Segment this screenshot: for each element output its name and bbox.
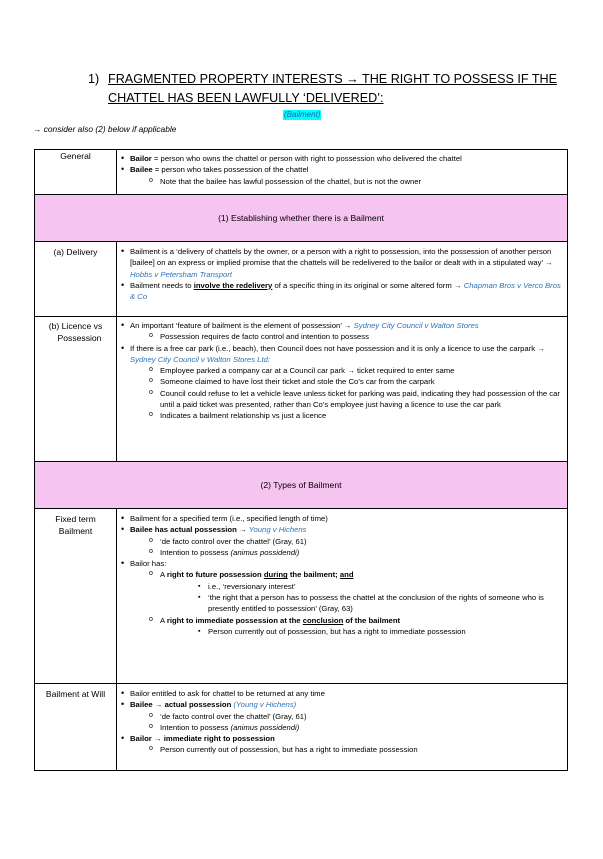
content-fixed-term — [117, 509, 568, 684]
list-item: o Employee parked a company car at a Council car park → ticket required to enter same — [130, 365, 565, 376]
label-licence: (b) Licence vs Possession — [35, 317, 117, 462]
list-item: • Bailee → actual possession (Young v Hichens) o ‘de facto control over the chattel’ (Gray, 61) o Intention to possess (animus possidendi) — [117, 699, 565, 733]
list-item: • Bailment is a ‘delivery of chattels by the owner, or a person with a right to possession, into the possession of another person [bailee] on an express or implied promise that the chattels will be redelivered to the bailor or dealt with in a stipulated way’ → Hobbs v Petersham Transport — [117, 246, 565, 280]
row-section-1 — [35, 195, 568, 242]
list-item: • Bailee has actual possession → Young v Hichens o ‘de facto control over the chattel’ (Gray, 61) o Intention to possess (animus possidendi) — [117, 524, 565, 558]
list-item: o A right to immediate possession at the conclusion of the bailment ▪ Person currently out of possession, but has a right to immediate possession — [130, 615, 565, 638]
list-item: o Person currently out of possession, but has a right to immediate possession — [130, 744, 565, 755]
list-item: o Intention to possess (animus possidendi) — [130, 547, 565, 558]
list-item: o Note that the bailee has lawful possession of the chattel, but is not the owner — [130, 176, 565, 187]
list-item: • An important ‘feature of bailment is the element of possession’ → Sydney City Council v Walton Stores o Possession requires de facto control and intention to possess — [117, 320, 565, 343]
consider-note: → consider also (2) below if applicable — [33, 124, 177, 134]
content-delivery — [117, 242, 568, 317]
list-item: • Bailor has: o A right to future possession during the bailment; and ▪ i.e., ‘reversionary interest’ ▪ ‘the right that a person has to possess the chattel at the conclusion of the rights of someone who is presently entitled to possession’ (Gray, 63) o A right to immediate possession at the conclusion of the bailment ▪ Person currently out of possession, but has a right to immediate possession — [117, 558, 565, 637]
content-general — [117, 150, 568, 195]
heading-line-1: FRAGMENTED PROPERTY INTERESTS → THE RIGHT TO POSSESS IF THE — [108, 72, 558, 86]
list-item: ▪ i.e., ‘reversionary interest’ — [160, 581, 565, 592]
list-item: o Possession requires de facto control and intention to possess — [130, 331, 565, 342]
list-item: o Council could refuse to let a vehicle leave unless ticket for parking was paid, indicating they had possession of the car until a paid ticket was presented, rather than Co’s employee just having a licence to use the car park — [130, 388, 565, 411]
list-item: • Bailor → immediate right to possession o Person currently out of possession, but has a right to immediate possession — [117, 733, 565, 756]
row-section-2 — [35, 462, 568, 509]
row-delivery — [35, 242, 568, 317]
list-item: • Bailee = person who takes possession of the chattel o Note that the bailee has lawful possession of the chattel, but is not the owner — [117, 164, 565, 187]
section-2-header: (2) Types of Bailment — [35, 462, 568, 509]
list-item: ▪ ‘the right that a person has to possess the chattel at the conclusion of the rights of someone who is presently entitled to possession’ (Gray, 63) — [160, 592, 565, 615]
list-item: ▪ Person currently out of possession, but has a right to immediate possession — [160, 626, 565, 637]
list-item: • If there is a free car park (i.e., beach), then Council does not have possession and it is only a licence to use the carpark → Sydney City Council v Walton Stores Ltd: o Employee parked a company car at a Council car park → ticket required to enter same o Someone claimed to have lost their ticket and stole the Co’s car from the carpark o Council could refuse to let a vehicle leave unless ticket for parking was paid, indicating they had possession of the car until a paid ticket was presented, rather than Co’s employee just having a licence to use the car park o Indicates a bailment relationship vs just a licence — [117, 343, 565, 422]
list-item: o ‘de facto control over the chattel’ (Gray, 61) — [130, 711, 565, 722]
list-item: • Bailor = person who owns the chattel or person with right to possession who delivered the chattel — [117, 153, 565, 164]
content-bailment-at-will — [117, 684, 568, 771]
label-bailment-at-will: Bailment at Will — [35, 684, 117, 771]
heading-line-2: CHATTEL HAS BEEN LAWFULLY ‘DELIVERED’: — [108, 91, 384, 105]
list-item: • Bailor entitled to ask for chattel to be returned at any time — [117, 688, 565, 699]
list-item: o Indicates a bailment relationship vs just a licence — [130, 410, 565, 421]
list-item: o Someone claimed to have lost their ticket and stole the Co’s car from the carpark — [130, 376, 565, 387]
list-item: o Intention to possess (animus possidendi) — [130, 722, 565, 733]
list-item: • Bailment needs to involve the redelivery of a specific thing in its original or some altered form → Chapman Bros v Verco Bros & Co — [117, 280, 565, 303]
content-licence — [117, 317, 568, 462]
row-bailment-at-will — [35, 684, 568, 771]
label-general: General — [35, 150, 117, 195]
heading-number: 1) — [88, 72, 100, 86]
label-fixed-term: Fixed term Bailment — [35, 509, 117, 684]
row-licence — [35, 317, 568, 462]
row-fixed-term — [35, 509, 568, 684]
label-delivery: (a) Delivery — [35, 242, 117, 317]
list-item: o ‘de facto control over the chattel’ (Gray, 61) — [130, 536, 565, 547]
row-general — [35, 150, 568, 195]
bailment-highlight-tag: (Bailment) — [284, 110, 321, 119]
list-item: • Bailment for a specified term (i.e., specified length of time) — [117, 513, 565, 524]
list-item: o A right to future possession during the bailment; and ▪ i.e., ‘reversionary interest’ ▪ ‘the right that a person has to possess the chattel at the conclusion of the rights of someone who is presently entitled to possession’ (Gray, 63) — [130, 569, 565, 614]
notes-table — [34, 149, 568, 771]
section-1-header: (1) Establishing whether there is a Bailment — [35, 195, 568, 242]
